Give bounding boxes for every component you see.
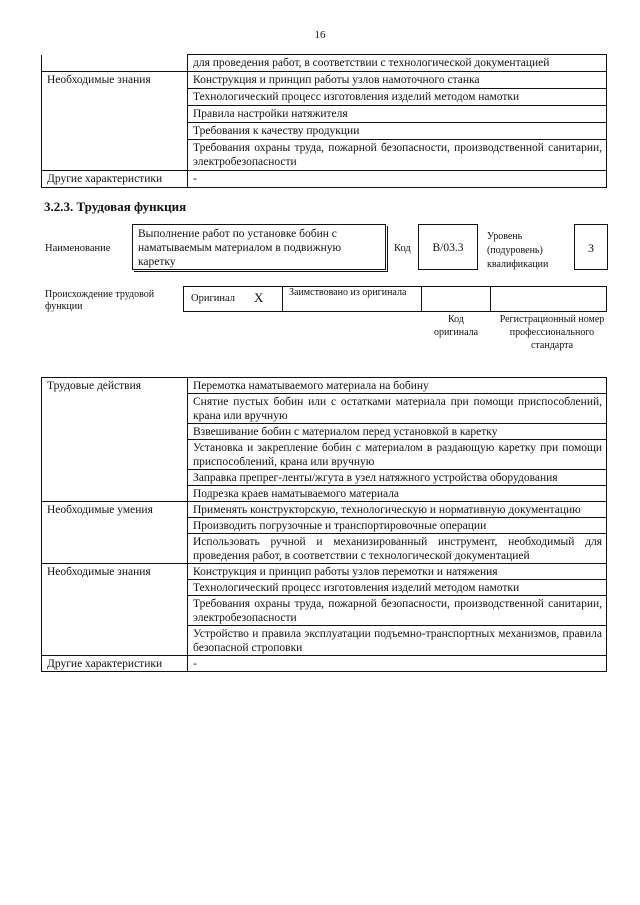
continuation-table <box>41 54 607 188</box>
table-cell: для проведения работ, в соответствии с технологической документацией <box>188 55 607 72</box>
function-name: Выполнение работ по установке бобин с наматываемым материалом в подвижную каретку <box>132 224 386 270</box>
table-cell: Использовать ручной и механизированный инструмент, необходимый для проведения работ, в соответствии с технологической документацией <box>188 534 607 564</box>
table-cell: Заправка препрег-ленты/жгута в узел натяжного устройства оборудования <box>188 470 607 486</box>
skills-label: Необходимые умения <box>42 502 188 564</box>
table-cell: Технологический процесс изготовления изделий методом намотки <box>188 580 607 596</box>
name-label: Наименование <box>45 243 111 254</box>
section-heading: 3.2.3. Трудовая функция <box>44 199 187 214</box>
knowledge-label: Необходимые знания <box>42 72 188 171</box>
function-code: В/03.3 <box>418 224 478 270</box>
level-label: Уровень (подуровень) квалификации <box>487 231 549 270</box>
table-cell: Требования к качеству продукции <box>188 123 607 140</box>
table-cell: Требования охраны труда, пожарной безопасности, производственной санитарии, электробезопасности <box>188 596 607 626</box>
table-cell: Снятие пустых бобин или с остатками материала при помощи приспособлений, крана или вручную <box>188 394 607 424</box>
divider <box>421 286 422 312</box>
table-cell: Производить погрузочные и транспортировочные операции <box>188 518 607 534</box>
other-label: Другие характеристики <box>42 171 188 188</box>
table-cell: Перемотка наматываемого материала на бобину <box>188 378 607 394</box>
other-label: Другие характеристики <box>42 656 188 672</box>
reg-number-caption: Регистрационный номер профессионального стандарта <box>499 314 605 351</box>
table-cell: - <box>188 171 607 188</box>
table-label-cell <box>42 55 188 72</box>
divider <box>282 286 283 312</box>
table-cell: Конструкция и принцип работы узлов перемотки и натяжения <box>188 564 607 580</box>
page-number: 16 <box>314 29 326 41</box>
divider <box>490 286 491 312</box>
code-original-caption: Код оригинала <box>433 314 479 338</box>
table-cell: Правила настройки натяжителя <box>188 106 607 123</box>
table-cell: Взвешивание бобин с материалом перед установкой в каретку <box>188 424 607 440</box>
qualification-level: 3 <box>574 224 608 270</box>
origin-mark: X <box>254 290 264 305</box>
function-table <box>41 377 607 672</box>
table-cell: Применять конструкторскую, технологическую и нормативную документацию <box>188 502 607 518</box>
table-cell: - <box>188 656 607 672</box>
table-cell: Подрезка краев наматываемого материала <box>188 486 607 502</box>
origin-original: Оригинал <box>191 293 235 304</box>
table-cell: Конструкция и принцип работы узлов намоточного станка <box>188 72 607 89</box>
table-cell: Технологический процесс изготовления изделий методом намотки <box>188 89 607 106</box>
origin-borrowed: Заимствовано из оригинала <box>289 287 407 298</box>
knowledge-label: Необходимые знания <box>42 564 188 656</box>
table-cell: Требования охраны труда, пожарной безопасности, производственной санитарии, электробезопасности <box>188 140 607 171</box>
code-label: Код <box>394 243 411 254</box>
table-cell: Установка и закрепление бобин с материалом в раздающую каретку при помощи приспособлений, крана или вручную <box>188 440 607 470</box>
actions-label: Трудовые действия <box>42 378 188 502</box>
origin-label: Происхождение трудовой функции <box>45 289 155 312</box>
table-cell: Устройство и правила эксплуатации подъемно-транспортных механизмов, правила безопасной строповки <box>188 626 607 656</box>
